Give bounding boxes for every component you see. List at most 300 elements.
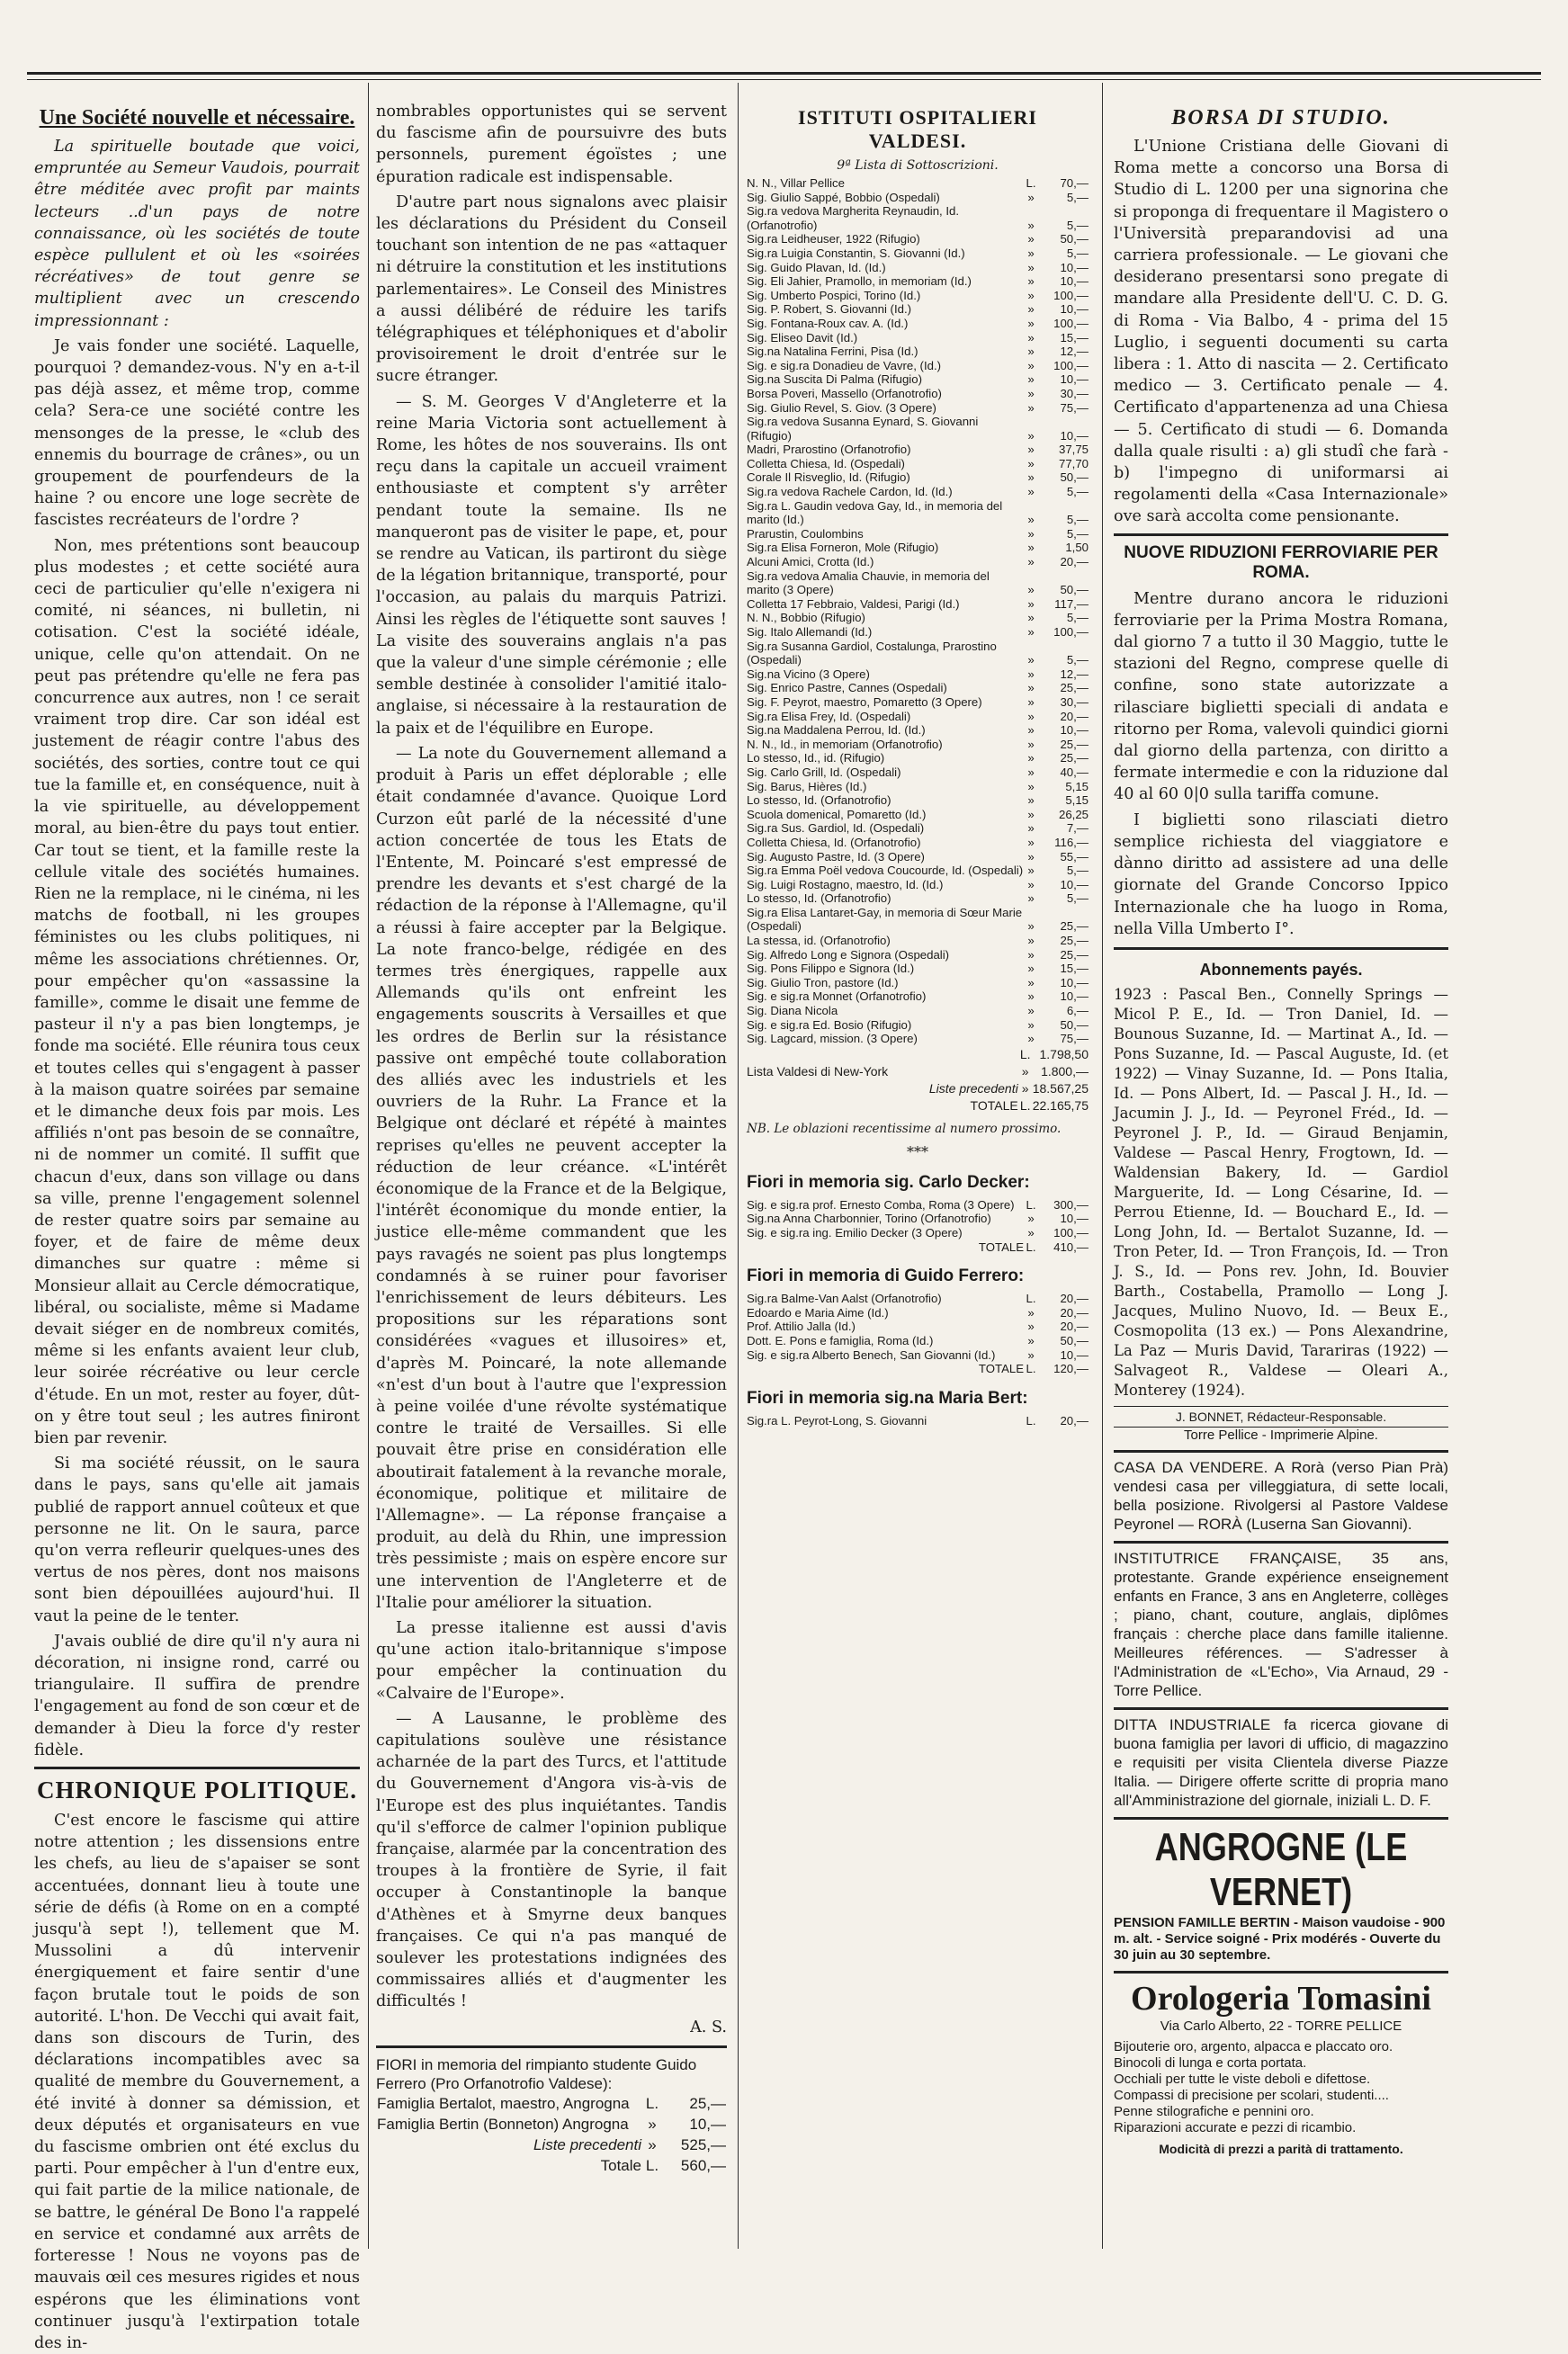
table-row — [747, 401, 1089, 416]
amount: 100,— — [1053, 288, 1089, 302]
donor-name: N. N., Villar Pellice — [747, 176, 845, 190]
subscription-table — [747, 176, 1089, 1046]
article-paragraph: nombrables opportunistes qui se servent du fascisme afin de poursuivre des buts personnels, purement égoïstes ; une épuration radicale est indispensable. — [376, 103, 727, 186]
column-4 — [1114, 101, 1448, 2253]
currency: L. — [1026, 1240, 1036, 1254]
amount: 50,— — [1060, 1333, 1089, 1347]
nuove-text: Mentre durano ancora le riduzioni ferroviarie per la Prima Mostra Romana, dal giorno 7 a tutto il 30 Maggio, tutte le stazioni del Regno, comprese quelle di confine, sono state autorizzate a rilasciare biglietti speciali di andata e ritorno per Roma, valevoli quindici giorni dal giorno della partenza, con diritto a fermate intermedie e con la riduzione dal 40 al 60 0|0 sulla tariffa comune. — [1114, 589, 1448, 804]
amount: 100,— — [1053, 316, 1089, 330]
table-row — [747, 485, 1089, 499]
donor-name: Sig.ra vedova Rachele Cardon, Id. (Id.) — [747, 485, 953, 499]
istituti-subtitle: 9ª Lista di Sottoscrizioni. — [837, 158, 999, 173]
table-row — [747, 765, 1089, 780]
currency: » — [1027, 288, 1035, 302]
currency: L. — [1026, 1197, 1036, 1212]
table-row — [747, 1004, 1089, 1018]
currency: » — [1027, 723, 1035, 738]
column-divider — [1102, 83, 1103, 2249]
redacteur: J. BONNET, Rédacteur-Responsable. — [1114, 1406, 1448, 1428]
table-row — [747, 738, 1089, 752]
currency: » — [1027, 751, 1035, 765]
donor-name: Sig.na Anna Charbonnier, Torino (Orfanotrofio) — [747, 1212, 991, 1226]
currency: » — [1027, 989, 1035, 1004]
amount: 20,— — [1060, 709, 1089, 723]
currency: » — [648, 2115, 657, 2133]
currency: » — [1027, 443, 1035, 457]
currency: » — [1027, 1305, 1035, 1320]
currency: » — [1027, 821, 1035, 836]
pension-text: PENSION FAMILLE BERTIN - Maison vaudoise - 900 m. alt. - Service soigné - Prix modérés - Ouverte du 30 juin au 30 septembre. — [1114, 1914, 1446, 1963]
amount: 5,— — [1066, 513, 1089, 527]
amount: 5,— — [1066, 526, 1089, 541]
currency: » — [1027, 218, 1035, 232]
amount: 10,— — [1060, 260, 1089, 274]
table-row — [376, 2135, 727, 2155]
donor-name: Borsa Poveri, Massello (Orfanotrofio) — [747, 386, 942, 400]
table-row — [747, 864, 1089, 878]
amount: 100,— — [1053, 1226, 1089, 1240]
table-row — [376, 2114, 727, 2135]
amount: 25,— — [1060, 934, 1089, 948]
ferrero-table — [747, 1292, 1089, 1376]
table-row — [747, 780, 1089, 794]
amount: 25,— — [1060, 947, 1089, 962]
amount: 100,— — [1053, 358, 1089, 372]
donor-name: Corale Il Risveglio, Id. (Rifugio) — [747, 470, 910, 485]
donor-name: Sig.ra Balme-Van Aalst (Orfanotrofio) — [747, 1292, 942, 1306]
table-row — [747, 541, 1089, 555]
imprimerie: Torre Pellice - Imprimerie Alpine. — [1184, 1427, 1378, 1443]
currency: » — [1027, 316, 1035, 330]
currency: » — [1027, 555, 1035, 569]
table-row — [747, 1097, 1089, 1114]
amount: 5,— — [1066, 891, 1089, 906]
donor-name: Sig.ra Sus. Gardiol, Id. (Ospedali) — [747, 821, 925, 836]
amount: 5,15 — [1065, 793, 1089, 808]
donor-name: Sig. e sig.ra prof. Ernesto Comba, Roma (3 Opere) — [747, 1197, 1015, 1212]
donor-name: Sig.ra Elisa Frey, Id. (Ospedali) — [747, 709, 911, 723]
list-item: Penne stilografiche e pennini oro. — [1114, 2103, 1314, 2119]
donor-name: Sig.na Suscita Di Palma (Rifugio) — [747, 372, 922, 387]
amount: 37,75 — [1058, 443, 1089, 457]
column-3 — [747, 101, 1089, 2253]
donor-name: La stessa, id. (Orfanotrofio) — [747, 934, 891, 948]
donor-name: Sig. Barus, Hières (Id.) — [747, 779, 867, 793]
ad-casa: CASA DA VENDERE. A Rorà (verso Pian Prà) vendesi casa per villeggiatura, di sette locali, bella posizione. Rivolgersi al Pastore Valdese Peyronel — RORÀ (Luserna San Giovanni). — [1114, 1450, 1448, 1534]
donor-name: Liste precedenti — [928, 1080, 1018, 1096]
table-row — [747, 261, 1089, 275]
currency: » — [1027, 541, 1035, 555]
nuove-title: NUOVE RIDUZIONI FERROVIARIE PER ROMA. — [1114, 533, 1448, 583]
donor-name: Sig. e sig.ra Alberto Benech, San Giovanni (Id.) — [747, 1347, 996, 1362]
currency: » — [1021, 1080, 1029, 1096]
donor-name: Sig. Augusto Pastre, Id. (3 Opere) — [747, 849, 925, 864]
article-paragraph: — A Lausanne, le problème des capitulations soulève une résistance acharnée de la part des Turcs, et l'attitude du Gouvernement d'Angora vis-à-vis de l'Europe est des plus inquiétantes. Tandis qu'il s'efforce de calmer l'opinion publique française, alarmée par la concentration des troupes à la frontière de Syrie, il fait occuper à Constantinople la banque d'Athènes et à Smyrne deux banques françaises. Ce qui n'a pas manqué de soulever les protestations indignées des commissaires alliés et d'augmenter les difficultés ! — [376, 1709, 727, 2011]
currency: » — [1027, 849, 1035, 864]
list-item: Riparazioni accurate e pezzi di ricambio. — [1114, 2119, 1357, 2135]
currency: » — [1027, 1212, 1035, 1226]
currency: » — [1027, 596, 1035, 611]
currency: » — [1027, 190, 1035, 204]
orologeria-footer: Modicità di prezzi a parità di trattamento. — [1159, 2141, 1403, 2156]
amount: 10,— — [1060, 723, 1089, 738]
donor-name: Sig. Eliseo Davit (Id.) — [747, 330, 858, 345]
currency: » — [1027, 358, 1035, 372]
table-row — [747, 317, 1089, 331]
amount: 6,— — [1066, 1004, 1089, 1018]
amount: 10,— — [1060, 302, 1089, 317]
donor-name: Sig.na Maddalena Perrou, Id. (Id.) — [747, 723, 926, 738]
donor-name: Famiglia Bertalot, maestro, Angrogna — [377, 2094, 630, 2112]
table-row — [747, 1240, 1089, 1255]
table-row — [747, 345, 1089, 359]
donor-name: Scuola domenical, Pomaretto (Id.) — [747, 807, 927, 821]
fiori-box — [376, 2045, 727, 2176]
list-item: Occhiali per tutte le viste deboli e difettose. — [1114, 2071, 1371, 2087]
separator-stars: *** — [907, 1142, 928, 1160]
article-title-societe: Une Société nouvelle et nécessaire. — [39, 106, 355, 130]
table-row — [747, 274, 1089, 289]
currency: » — [1027, 807, 1035, 821]
orologeria-list — [1114, 2039, 1448, 2136]
currency: » — [1027, 947, 1035, 962]
currency: » — [1027, 611, 1035, 625]
table-row — [747, 597, 1089, 612]
article-paragraph: — S. M. Georges V d'Angleterre et la reine Maria Victoria sont actuellement à Rome, les hôtes de nos souverains. Ils ont reçu dans la capitale un accueil vraiment enthousiaste et comptent s'y arrêter pendant toute la semaine. Ils ne manqueront pas de visiter le pape, et, pour se rendre au Vatican, ils partiront du siège de la légation britannique, transporté, pour l'occasion, au palais du marquis Patrizi. Ainsi les règles de l'étiquette sont sauves ! La visite des souverains anglais n'a pas que la valeur d'une simple cérémonie ; elle semble destinée à consolider l'amitié italo-anglaise, si nécessaire à la restauration de la paix et de l'équilibre en Europe. — [376, 392, 727, 738]
currency: » — [1027, 470, 1035, 485]
donor-name — [747, 1046, 1018, 1063]
table-row — [747, 289, 1089, 303]
amount: 12,— — [1060, 345, 1089, 359]
table-row — [747, 1018, 1089, 1033]
amount: 10,— — [689, 2115, 726, 2133]
table-row — [747, 387, 1089, 401]
table-row — [747, 246, 1089, 261]
currency: » — [1027, 345, 1035, 359]
amount: 50,— — [1060, 232, 1089, 246]
donor-name: Sig. Luigi Rostagno, maestro, Id. (Id.) — [747, 877, 944, 891]
amount: 50,— — [1060, 470, 1089, 485]
amount: 5,— — [1066, 246, 1089, 260]
article-paragraph: D'autre part nous signalons avec plaisir les déclarations du Président du Conseil touchant son intention de ne pas «attaquer ni détruire la constitution et les institutions parlementaires». Le Conseil des Ministres a aussi délibéré de réduire les tarifs télégraphiques et téléphoniques et d'abolir provisoirement le droit d'entrée sur le sucre étranger. — [376, 192, 727, 386]
article-paragraph: La presse italienne est aussi d'avis qu'une action italo-britannique s'impose pour empêcher la continuation du «Calvaire de l'Europe». — [376, 1619, 727, 1703]
amount: 116,— — [1054, 835, 1089, 849]
table-row — [376, 2155, 727, 2176]
table-row — [747, 1348, 1089, 1363]
donor-name: Sig. Italo Allemandi (Id.) — [747, 625, 873, 639]
donor-name: Lo stesso, Id. (Orfanotrofio) — [747, 891, 892, 906]
table-row — [747, 415, 1089, 443]
currency: » — [1027, 737, 1035, 751]
top-rule — [27, 72, 1541, 80]
table-row — [747, 569, 1089, 597]
donor-name: Sig.ra Elisa Lantaret-Gay, in memoria di Sœur Marie (Ospedali) — [747, 905, 1023, 934]
table-row — [747, 793, 1089, 808]
amount: 5,— — [1066, 864, 1089, 878]
currency: L. — [645, 2156, 659, 2174]
amount: 100,— — [1053, 625, 1089, 639]
currency: » — [1027, 583, 1035, 597]
currency: » — [1027, 975, 1035, 989]
table-row — [747, 1306, 1089, 1320]
donor-name: Sig.ra Luigia Constantin, S. Giovanni (Id.) — [747, 246, 965, 260]
donor-name: Sig.na Vicino (3 Opere) — [747, 667, 870, 681]
table-row — [747, 695, 1089, 710]
table-row — [747, 878, 1089, 892]
amount: 120,— — [1053, 1362, 1089, 1376]
nuove-text: I biglietti sono rilasciati dietro semplice richiesta del viaggiatore e dànno diritto ad assistere ad una delle giornate del Grande Concorso Ippico Internazionale che ha luogo in Roma, nella Villa Umberto I°. — [1114, 810, 1448, 938]
donor-name: Prof. Attilio Jalla (Id.) — [747, 1320, 856, 1334]
borsa-text: L'Unione Cristiana delle Giovani di Roma mette a concorso una Borsa di Studio di L. 1200 per una signorina che si proponga di frequentare il Magistero o l'Università preparandovisi ad una carriera professionale. — Le giovani che desiderano presentarsi sono pregate di mandare alla Presidente dell'U. C. D. G. di Roma - Via Balbo, 4 - prima del 15 Luglio, i seguenti documenti su carta libera : 1. Atto di nascita — 2. Certificato medico — 3. Certificato penale — 4. Certificato d'appartenenza ad una Chiesa — 5. Certificato di studi — 6. Domanda dalla quale risulti : a) gli studî che farà - b) l'impegno di uniformarsi ai regolamenti della «Casa Internazionale» ove sarà accolta come pensionante. — [1114, 138, 1448, 526]
column-1 — [34, 101, 360, 2352]
donor-name: Sig. e sig.ra Donadieu de Vavre, (Id.) — [747, 358, 941, 372]
currency: L. — [645, 2094, 659, 2112]
table-row — [747, 1212, 1089, 1226]
currency: » — [1021, 1063, 1029, 1079]
currency: » — [1027, 274, 1035, 289]
table-row — [747, 1362, 1089, 1376]
column-2 — [376, 101, 727, 2253]
article-paragraph: Non, mes prétentions sont beaucoup plus modestes ; et cette société aura ceci de particulier qu'elle n'exigera ni comité, ni séances, ni bulletin, ni cotisation. C'est la société idéale, unique, celle qu'on attendait. On ne peut pas prétendre qu'elle ne fera pas concurrence aux autres, non ! ce serait vraiment trop dire. Car son idéal est justement de réagir contre l'abus des sociétés, des sorties, contre tout ce qui tue la famille et, en conséquence, nuit à la vie spirituelle, au développement moral, au bien-être du pays tout entier. Car tout se tient, et la famille reste la cellule vitale des sociétés humaines. Rien ne la remplace, ni le cinéma, ni les matchs de football, ni les groupes féministes ou les clubs politiques, ni même les associations chrétiennes. Or, pour empêcher qu'on «assassine la famille», comme le disait une femme de pasteur il n'y a pas bien longtemps, je fonde ma société. Elle réunira tous ceux et toutes celles qui s'engagent à passer à la maison quatre soirées par semaine et le dimanche deux fois par mois. Les affiliés n'ont pas besoin de se connaître, ni de nommer un comité. Il suffit que chacun d'eux, dans son village ou dans sa ville, prenne l'engagement solennel de rester quatre soirs par semaine au foyer, et de faire de même deux dimanches sur quatre : même si Monsieur allait au Cercle démocratique, libéral, ou socialiste, même si Madame devait siéger en de nombreux comités, même si les enfants avaient leur club, leur soirée récréative ou leur cercle d'étude. En un mot, rester au foyer, dût-on y être tout seul ; les autres finiront bien par revenir. — [34, 536, 360, 1447]
amount: 22.165,75 — [1032, 1097, 1089, 1113]
currency: L. — [1019, 1046, 1031, 1061]
table-row — [747, 808, 1089, 822]
column-divider — [738, 83, 739, 2249]
column-divider — [368, 83, 369, 2249]
table-row — [747, 611, 1089, 625]
currency: » — [1027, 456, 1035, 470]
amount: 5,— — [1066, 653, 1089, 667]
fiori-table — [376, 2093, 727, 2176]
donor-name: TOTALE — [978, 1362, 1024, 1376]
table-row — [747, 976, 1089, 990]
donor-name: Lo stesso, Id. (Orfanotrofio) — [747, 793, 892, 808]
amount: 117,— — [1054, 596, 1089, 611]
donor-name: Sig. Fontana-Roux cav. A. (Id.) — [747, 316, 909, 330]
table-row — [747, 1334, 1089, 1348]
total-label: Totale — [600, 2156, 641, 2174]
istituti-title: ISTITUTI OSPITALIERI VALDESI. — [798, 106, 1037, 152]
list-item: Bijouterie oro, argento, alpacca e placcato oro. — [1114, 2038, 1393, 2054]
amount: 12,— — [1060, 667, 1089, 681]
currency: » — [1027, 1320, 1035, 1334]
table-row — [747, 625, 1089, 640]
fiori-heading: FIORI in memoria del rimpianto studente Guido Ferrero (Pro Orfanotrofio Valdese): — [376, 2055, 697, 2092]
table-row — [747, 836, 1089, 850]
total-amount: 560,— — [680, 2156, 726, 2174]
amount: 30,— — [1060, 694, 1089, 709]
table-row — [747, 934, 1089, 948]
donor-name: Famiglia Bertin (Bonneton) Angrogna — [377, 2115, 629, 2133]
amount: 77,70 — [1058, 456, 1089, 470]
currency: » — [1027, 400, 1035, 415]
donor-name: Sig. Giulio Tron, pastore (Id.) — [747, 975, 899, 989]
table-row — [747, 710, 1089, 724]
table-row — [747, 1063, 1089, 1080]
table-row — [747, 176, 1089, 191]
donor-name: Sig. Giulio Revel, S. Giov. (3 Opere) — [747, 400, 936, 415]
table-row — [747, 1320, 1089, 1334]
table-row — [747, 470, 1089, 485]
amount: 5,— — [1066, 218, 1089, 232]
currency: » — [1027, 1347, 1035, 1362]
donor-name: Sig.ra L. Gaudin vedova Gay, Id., in memoria del marito (Id.) — [747, 498, 1003, 527]
currency: » — [1027, 302, 1035, 317]
decker-title: Fiori in memoria sig. Carlo Decker: — [747, 1172, 1030, 1192]
currency: » — [1027, 372, 1035, 387]
decker-table — [747, 1198, 1089, 1254]
article-paragraph: J'avais oublié de dire qu'il n'y aura ni décoration, ni insigne rond, carré ou triangulaire. Il suffira de prendre l'engagement au fond de son cœur et de demander à Dieu la force d'y rester fidèle. — [34, 1632, 360, 1759]
donor-name: Sig. Eli Jahier, Pramollo, in memoriam (Id.) — [747, 274, 972, 289]
list-item: Compassi di precisione per scolari, studenti.... — [1114, 2087, 1389, 2103]
donor-name: Sig. Diana Nicola — [747, 1004, 838, 1018]
table-row — [747, 204, 1089, 232]
donor-name: Sig. Umberto Pospici, Torino (Id.) — [747, 288, 921, 302]
table-row — [747, 948, 1089, 962]
currency: » — [1027, 835, 1035, 849]
note: NB. Le oblazioni recentissime al numero prossimo. — [747, 1121, 1062, 1136]
table-row — [747, 302, 1089, 317]
currency: » — [1027, 962, 1035, 976]
amount: 75,— — [1060, 1032, 1089, 1046]
bert-title: Fiori in memoria sig.na Maria Bert: — [747, 1388, 1028, 1408]
table-row — [747, 1414, 1089, 1428]
table-row — [747, 1080, 1089, 1097]
table-row — [376, 2093, 727, 2114]
amount: 10,— — [1060, 1347, 1089, 1362]
borsa-title: BORSA DI STUDIO. — [1171, 106, 1391, 130]
table-row — [747, 891, 1089, 906]
currency: » — [1027, 709, 1035, 723]
currency: » — [1027, 1333, 1035, 1347]
table-row — [747, 640, 1089, 667]
table-row — [747, 443, 1089, 457]
table-row — [747, 232, 1089, 246]
donor-name: Sig. Lagcard, mission. (3 Opere) — [747, 1032, 918, 1046]
currency: » — [1027, 428, 1035, 443]
table-row — [747, 555, 1089, 569]
donor-name: Sig. F. Peyrot, maestro, Pomaretto (3 Opere) — [747, 694, 982, 709]
donor-name: N. N., Bobbio (Rifugio) — [747, 611, 865, 625]
amount: 25,— — [689, 2094, 726, 2112]
amount: 20,— — [1060, 555, 1089, 569]
table-row — [747, 821, 1089, 836]
amount: 5,— — [1066, 611, 1089, 625]
article-title-chronique: CHRONIQUE POLITIQUE. — [34, 1767, 360, 1804]
donor-name: Sig. Alfredo Long e Signora (Ospedali) — [747, 947, 950, 962]
currency: » — [1027, 694, 1035, 709]
donor-name: Sig. e sig.ra ing. Emilio Decker (3 Opere) — [747, 1226, 963, 1240]
currency: » — [1027, 765, 1035, 779]
table-row — [747, 989, 1089, 1004]
article-intro: La spirituelle boutade que voici, empruntée au Semeur Vaudois, pourrait être méditée avec profit par maints lecteurs ..d'un pays de notre connaissance, où les sociétés de toute espèce pullulent et où les «soirées récréatives» de tout genre se multiplient avec un crescendo impressionnant : — [34, 138, 360, 330]
currency: » — [1027, 1226, 1035, 1240]
currency: » — [1027, 1032, 1035, 1046]
currency: » — [1027, 653, 1035, 667]
amount: 5,— — [1066, 485, 1089, 499]
table-row — [747, 359, 1089, 373]
amount: 18.567,25 — [1032, 1080, 1089, 1096]
table-row — [747, 906, 1089, 934]
currency: » — [1027, 877, 1035, 891]
amount: 1,50 — [1065, 541, 1089, 555]
donor-name: Lista Valdesi di New-York — [747, 1063, 889, 1079]
amount: 15,— — [1060, 330, 1089, 345]
article-signature: A. S. — [690, 2018, 727, 2036]
donor-name: Sig.ra Leidheuser, 1922 (Rifugio) — [747, 232, 920, 246]
currency: » — [1027, 864, 1035, 878]
amount: 25,— — [1060, 919, 1089, 934]
currency: » — [1027, 625, 1035, 639]
amount: 20,— — [1060, 1292, 1089, 1306]
donor-name: Sig.ra Elisa Forneron, Mole (Rifugio) — [747, 541, 939, 555]
table-row — [747, 499, 1089, 527]
currency: » — [1027, 779, 1035, 793]
ad-angrogne — [1114, 1817, 1448, 1964]
currency: L. — [1026, 176, 1036, 190]
table-row — [747, 850, 1089, 864]
donor-name: Colletta Chiesa, Id. (Orfanotrofio) — [747, 835, 921, 849]
table-row — [747, 191, 1089, 205]
amount: 5,— — [1066, 190, 1089, 204]
currency: » — [1027, 330, 1035, 345]
abonnements-title: Abonnements payés. — [1199, 960, 1363, 979]
amount: 300,— — [1053, 1197, 1089, 1212]
donor-name: Dott. E. Pons e famiglia, Roma (Id.) — [747, 1333, 934, 1347]
amount: 30,— — [1060, 386, 1089, 400]
article-paragraph: — La note du Gouvernement allemand a produit à Paris un effet déplorable ; elle était condamnée d'avance. Quoique Lord Curzon eût parlé de la nécessité d'une action concertée de tous les Etats de l'Entente, M. Poincaré s'est empressé de prendre les devants et s'est chargé de la rédaction de la réponse à l'Allemagne, qu'il a réussi à faire accepter par la Belgique. La note franco-belge, rédigée en des termes très énergiques, rappelle aux Allemands qu'ils ont enfreint les engagements souscrits à Versailles et que les ordres de Berlin sur la résistance passive ont empêché toute collaboration des alliés avec les industriels et les ouvriers de la Ruhr. La France et la Belgique ont déclaré et répété à maintes reprises qu'elles ne peuvent accepter la réduction de leur créance. «L'intérêt économique de la France et de la Belgique, l'intérêt économique du monde entier, la justice elle-même commandent que les pays ravagés ne soient pas plus longtemps condamnés à se ruiner pour favoriser l'enrichissement de leurs débiteurs. Les propositions sur les réparations sont considérées «vagues et illusoires» et, d'après M. Poincaré, la note allemande «n'est d'un bout à l'autre que l'expression à peine voilée d'une révolte systématique contre le traité de Versailles. Si elle pouvait être prise en considération elle aboutirait fatalement à la revanche morale, économique, politique et militaire de l'Allemagne». — La réponse française a produit, au delà du Rhin, une impression très pessimiste ; mais on espère encore sur une intervention de l'Angleterre et de l'Italie pour améliorer la situation. — [376, 744, 727, 1612]
donor-name: Sig. Giulio Sappé, Bobbio (Ospedali) — [747, 190, 940, 204]
table-row — [747, 751, 1089, 765]
donor-name: TOTALE — [978, 1240, 1024, 1254]
table-row — [747, 1198, 1089, 1213]
currency: L. — [1026, 1413, 1036, 1428]
amount: 10,— — [1060, 1212, 1089, 1226]
amount: 525,— — [680, 2135, 726, 2153]
amount: 20,— — [1060, 1320, 1089, 1334]
currency: L. — [1026, 1362, 1036, 1376]
donor-name: Sig.ra Susanna Gardiol, Costalunga, Prarostino (Ospedali) — [747, 639, 997, 667]
donor-name: Sig. Carlo Grill, Id. (Ospedali) — [747, 765, 901, 779]
amount: 10,— — [1060, 975, 1089, 989]
currency: » — [1027, 667, 1035, 681]
donor-name: Sig. e sig.ra Ed. Bosio (Rifugio) — [747, 1017, 912, 1032]
amount: 55,— — [1060, 849, 1089, 864]
amount: 40,— — [1060, 765, 1089, 779]
article-paragraph: Si ma société réussit, on le saura dans le pays, sans qu'elle ait jamais publié de rapport annuel coûteux et que personne ne lit. On le saura, parce qu'on verra refleurir quelques-unes des vertus de nos pères, dont nos maisons sont bien dépouillées aujourd'hui. Il vaut la peine de le tenter. — [34, 1454, 360, 1625]
table-row — [747, 681, 1089, 695]
amount: 5,15 — [1065, 779, 1089, 793]
amount: 10,— — [1060, 877, 1089, 891]
orologeria-address: Via Carlo Alberto, 22 - TORRE PELLICE — [1160, 2018, 1402, 2034]
donor-name: Lo stesso, Id., id. (Rifugio) — [747, 751, 885, 765]
currency: » — [1027, 485, 1035, 499]
amount: 10,— — [1060, 428, 1089, 443]
donor-name: Sig.ra L. Peyrot-Long, S. Giovanni — [747, 1413, 927, 1428]
donor-name: TOTALE — [970, 1097, 1018, 1113]
table-row — [747, 372, 1089, 387]
donor-name: Sig.na Natalina Ferrini, Pisa (Id.) — [747, 345, 918, 359]
currency: » — [1027, 232, 1035, 246]
angrogne-title: ANGROGNE (LE VERNET) — [1154, 1824, 1408, 1914]
donor-name: N. N., Id., in memoriam (Orfanotrofio) — [747, 737, 943, 751]
amount: 70,— — [1060, 176, 1089, 190]
table-row — [747, 331, 1089, 345]
amount: 50,— — [1060, 583, 1089, 597]
donor-name: Colletta 17 Febbraio, Valdesi, Parigi (Id.) — [747, 596, 960, 611]
ferrero-title: Fiori in memoria di Guido Ferrero: — [747, 1267, 1025, 1286]
currency: » — [1027, 793, 1035, 808]
